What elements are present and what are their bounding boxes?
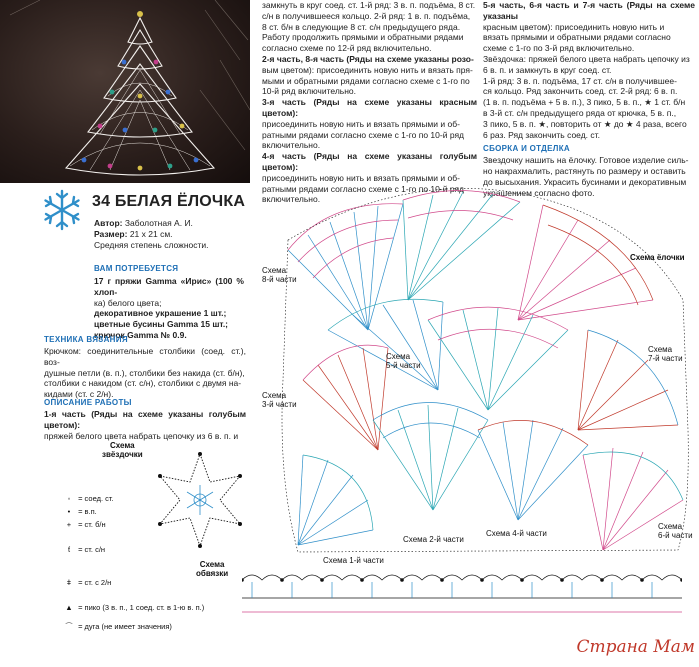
part-center-fan [428, 307, 568, 410]
tree-crochet-diagram [258, 180, 699, 582]
materials-line: ка) белого цвета; [94, 297, 162, 308]
part-top-fan [403, 190, 520, 300]
work-section [44, 398, 246, 441]
col3-line: (1 в. п. подъёма + 5 в. п.), 3 пико, 5 в. п., ★ 1 ст. б/н [483, 97, 686, 108]
label-part-3: Схема 3-й части [262, 391, 297, 409]
col3-line: 5-я часть, 6-я часть и 7-я часть (Ряды на схеме указаны [483, 0, 695, 21]
label-part-5: Схема 5-й части [386, 352, 421, 370]
col3-line: 1-й ряд: 3 в. п. подъёма, 17 ст. с/н в получившее- [483, 75, 677, 86]
col2-line: включительно. [262, 140, 321, 151]
col3-line: схеме с 1-го по 3-й ряд включительно. [483, 43, 635, 54]
materials-line: крючок Gamma № 0.9. [94, 329, 187, 340]
materials-heading: ВАМ ПОТРЕБУЕТСЯ [94, 264, 179, 273]
legend-item-slip-stitch: ◦ = соед. ст. [67, 494, 114, 503]
edging-crochet-diagram [242, 570, 682, 630]
col3-line: 6 в. п. и замкнуть в круг соед. ст. [483, 64, 612, 75]
pattern-meta [94, 218, 244, 251]
author-line: Автор: Заболотная А. И. [94, 218, 193, 228]
part-8-fan [288, 204, 403, 330]
technique-section [44, 335, 246, 400]
technique-line: Крючком: соединительные столбики (соед. ст.), воз- [44, 346, 246, 367]
col2-line: включительно. [262, 194, 321, 205]
pattern-title: 34 БЕЛАЯ ЁЛОЧКА [92, 193, 246, 210]
legend-item-tr: ǂ = ст. с 2/н [66, 578, 112, 587]
crochet-tree-illustration [0, 0, 250, 183]
col2-line: мыми и обратными рядами согласно схеме с 1-го по [262, 75, 470, 86]
col2-line: присоединить новую нить и вязать прямыми и об- [262, 172, 460, 183]
part-1-fan [298, 455, 373, 545]
work-heading: ОПИСАНИЕ РАБОТЫ [44, 398, 132, 407]
label-part-4: Схема 4-й части [486, 529, 547, 538]
label-part-6: Схема 6-й части [658, 522, 693, 540]
label-part-7: Схема 7-й части [648, 345, 683, 363]
part-3-fan [303, 345, 388, 450]
technique-line: кидами (ст. с 2/н). [44, 389, 114, 400]
legend-item-chain: • = в.п. [67, 507, 97, 516]
snowflake-icon [40, 188, 84, 232]
legend-item-sc: + = ст. б/н [66, 520, 106, 529]
legend-item-dc: ƭ = ст. с/н [67, 545, 106, 554]
col3-line: красным цветом): присоединить новую нить и [483, 21, 665, 32]
finish-line: но накрахмалить, растянуть по размеру и оставить [483, 165, 686, 176]
technique-text [44, 346, 246, 400]
label-star: Схема звёздочки [102, 441, 143, 459]
part-7-fan [518, 205, 653, 320]
label-edging: Схема обвязки [196, 560, 229, 578]
col2-line: Работу продолжить прямыми и обратными рядами [262, 32, 464, 43]
col3-line: 6 раз. Ряд закончить соед. ст. [483, 129, 600, 140]
col2-line: с/н в получившееся кольцо. 2-й ряд: 1 в. п. подъёма, [262, 10, 471, 21]
col2-line: вым цветом): присоединить новую нить и вязать пря- [262, 64, 473, 75]
instructions-column-3 [483, 0, 695, 198]
instructions-column-2 [262, 0, 477, 205]
finish-line: до высыхания. Украсить бусинами и декоративным [483, 176, 687, 187]
site-watermark: Страна Мам [576, 637, 695, 657]
materials-line: цветные бусины Gamma 15 шт.; [94, 319, 229, 330]
col2-line: ратными рядами согласно схеме с 1-го по 10-й ряд [262, 183, 465, 194]
technique-line: душные петли (в. п.), столбики без накида (ст. б/н), [44, 367, 245, 378]
materials-list [94, 276, 244, 341]
technique-line: столбики с накидом (ст. с/н), столбики с двумя на- [44, 378, 242, 389]
col2-line: согласно схеме по 12-й ряд включительно. [262, 43, 432, 54]
materials-section [94, 264, 244, 341]
col2-line: 2-я часть, 8-я часть (Ряды на схеме указаны розо- [262, 53, 474, 64]
col2-line: 10-й ряд включительно. [262, 86, 357, 97]
col2-line: присоединить новую нить и вязать прямыми и об- [262, 118, 460, 129]
col3-line: Звёздочка: пряжей белого цвета набрать цепочку из [483, 53, 690, 64]
col2-line: 4-я часть (Ряды на схеме указаны голубым цветом): [262, 151, 477, 172]
tree-photo [0, 0, 250, 183]
col2-line: замкнуть в круг соед. ст. 1-й ряд: 3 в. п. подъёма, 8 ст. [262, 0, 476, 10]
materials-line: 17 г пряжи Gamma «Ирис» (100 % хлоп- [94, 276, 244, 297]
finish-line: Звездочку нашить на ёлочку. Готовое изделие силь- [483, 155, 689, 166]
legend-item-picot: ▲ = пико (3 в. п., 1 соед. ст. в 1-ю в. п.) [65, 603, 205, 612]
col2-line: ратными рядами согласно схеме с 1-го по 10-й ряд [262, 129, 465, 140]
label-tree: Схема ёлочки [630, 253, 685, 262]
col3-line: ся кольцо. Ряд закончить соед. ст. 2-й ряд: 6 в. п. [483, 86, 678, 97]
work-text [44, 409, 246, 441]
label-part-1: Схема 1-й части [323, 556, 384, 565]
finish-line: украшением согласно фото. [483, 187, 595, 198]
label-part-2: Схема 2-й части [403, 535, 464, 544]
part-4-fan [478, 420, 588, 520]
difficulty-line: Средняя степень сложности. [94, 240, 209, 250]
technique-heading: ТЕХНИКА ВЯЗАНИЯ [44, 335, 128, 344]
legend-item-arc: ⌒ = дуга (не имеет значения) [65, 622, 172, 631]
finish-heading: СБОРКА И ОТДЕЛКА [483, 144, 570, 154]
size-line: Размер: 21 x 21 см. [94, 229, 173, 239]
col3-line: 3 пико, 5 в. п. ★, повторить от ★ до ★ 4 раза, всего [483, 118, 687, 129]
col2-line: 8 ст. б/н в следующие 8 ст. с/н предыдущего ряда. [262, 21, 461, 32]
label-part-8: Схема 8-й части [262, 266, 297, 284]
col3-line: вязать прямыми и обратными рядами согласно [483, 32, 671, 43]
work-line: 1-я часть (Ряды на схеме указаны голубым цветом): [44, 409, 246, 430]
col2-line: 3-я часть (Ряды на схеме указаны красным цветом): [262, 97, 477, 118]
part-2-fan [373, 403, 488, 511]
work-line: пряжей белого цвета набрать цепочку из 6 в. п. и [44, 430, 239, 441]
col3-line: в 3-й ст. с/н предыдущего ряда от крючка, 5 в. п., [483, 107, 677, 118]
materials-line: декоративное украшение 1 шт.; [94, 308, 227, 319]
